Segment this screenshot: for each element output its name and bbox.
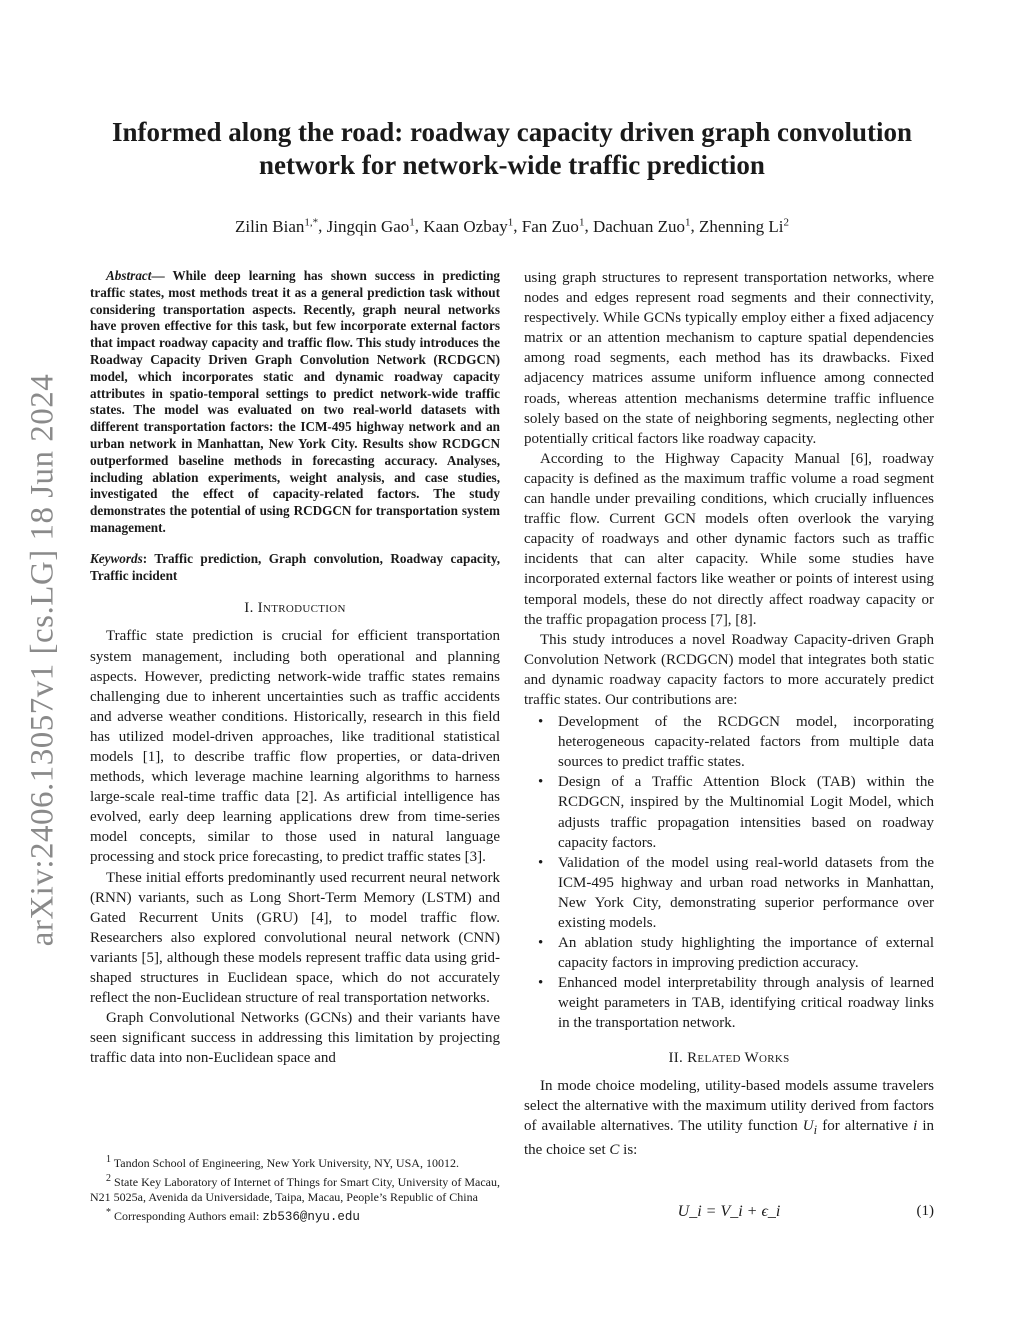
body-paragraph: using graph structures to represent transportation networks, where nodes and edges represent road segments and their connectivity, respectively. While GCNs typically employ either a fixed adjacency matrix or an attention mechanism to capture spatial dependencies among road segments, each method has its drawbacks. Fixed adjacency matrices assume uniform influence among connected roads, whereas attention mechanisms determine traffic influence solely based on the state of neighboring segments, neglecting other potentially critical factors like roadway capacity. [524,270,934,447]
right-column [524,268,934,1160]
footnotes [90,1152,500,1225]
footnote-affiliation-1: $^1$ Tandon School of Engineering, New York University, NY, USA, 10012. [106,1154,459,1170]
keywords: Keywords: Traffic prediction, Graph convolution, Roadway capacity, Traffic incident [90,550,501,583]
footnote-corresponding-author: * Corresponding Authors email: zb536@nyu.edu [106,1207,360,1224]
title-line-2: network for network-wide traffic prediction [259,150,765,180]
body-paragraph: According to the Highway Capacity Manual [6], roadway capacity is defined as the maximum traffic volume a road segment can handle under prevailing conditions, which crucially influences traffic flow. Current GCN models often overlook the varying capacity of roadways and other dynamic factors such as traffic incidents that can alter capacity. While some studies have incorporated external factors like weather or points of interest using temporal models, these do not directly affect roadway capacity or the traffic propagation process [7], [8]. [524,450,934,628]
keywords-text: Traffic prediction, Graph convolution, Roadway capacity, Traffic incident [90,550,501,583]
intro-paragraph-2: These initial efforts predominantly used recurrent neural network (RNN) variants, such as Long Short-Term Memory (LSTM) and Gated Recurrent Units (GRU) [4], to model traffic flow. Researchers also explored convolutional neural network (CNN) variants [5], although these models represent traffic data using grid-shaped structures in Euclidean space, which do not accurately reflect the non-Euclidean structure of real transportation networks. [90,869,500,1007]
abstract: Abstract— While deep learning has shown success in predicting traffic states, most methods treat it as a general prediction task without considering transportation aspects. Recently, graph neural networks have proven effective for this task, but few incorporate external factors that impact roadway capacity and traffic flow. This study introduces the Roadway Capacity Driven Graph Convolution Network (RCDGCN) model, which incorporates static and dynamic roadway capacity attributes in spatio-temporal settings to predict network-wide traffic states. The model was evaluated on two real-world datasets with different transportation factors: the ICM-495 highway network and an urban network in Manhattan, New York City. Results show RCDGCN outperformed baseline methods in forecasting accuracy. Analyses, including ablation experiments, weight analysis, and case studies, investigated the effect of capacity-related factors. The study demonstrates the potential of using RCDGCN for transportation system management. [90,268,500,535]
author: Zhenning Li$^2$ [699,216,790,236]
list-item: • Validation of the model using real-world datasets from the ICM-495 highway and urban road networks in Manhattan, New York City, demonstrating superior performance over existing models. [524,853,934,933]
title-line-1: Informed along the road: roadway capacity driven graph convolution [111,117,913,147]
body-paragraph: This study introduces a novel Roadway Capacity-driven Graph Convolution Network (RCDGCN) model that integrates both static and dynamic roadway capacity factors to more accurately predict traffic states. Our contributions are: [524,631,934,708]
equation-number: (1) [916,1203,934,1219]
equation-body: U_i = V_i + ϵ_i [677,1203,781,1220]
footnote-affiliation-2: $^2$ State Key Laboratory of Internet of Things for Smart City, University of Macau, N21 5025a, Avenida da Universidade, Taipa, Macau, People’s Republic of China [90,1173,501,1204]
arxiv-side-identifier [8,360,78,960]
author: Dachuan Zuo$^1$ [592,216,691,236]
intro-paragraph-1: Traffic state prediction is crucial for efficient transportation system management, including both operational and planning aspects. However, predicting network-wide traffic states remains challenging due to inherent uncertainties such as traffic accidents and adverse weather conditions. Historically, research in this field has utilized model-driven approaches, like traditional statistical models [1], to describe traffic flow properties, or data-driven methods, which leverage machine learning algorithms to harness large-scale real-time traffic data [2]. As artificial intelligence has evolved, early deep learning applications drew from time-series model concepts, similar to those used in natural language processing and stock price forecasting, to predict traffic states [3]. [90,628,500,866]
intro-paragraph-3: Graph Convolutional Networks (GCNs) and their variants have seen significant success in addressing this limitation by projecting traffic data into non-Euclidean space and [90,1010,500,1067]
left-column [90,268,500,1069]
list-item: • An ablation study highlighting the importance of external capacity factors in improving prediction accuracy. [524,933,934,973]
author-list: Zilin Bian$^{1,*}$, Jingqin Gao$^1$, Kaan Ozbay$^1$, Fan Zuo$^1$, Dachuan Zuo$^1$, Zhenning Li$^2$ [234,216,790,236]
paper-title [90,116,934,182]
related-works-paragraph: In mode choice modeling, utility-based models assume travelers select the alternative with the maximum utility derived from factors of available alternatives. The utility function $U_i$ for alternative i in the choice set C is: [524,1077,935,1158]
section-heading-related-works: II. Related Works [668,1049,790,1066]
keywords-label: Keywords [90,550,143,566]
list-item: • Design of a Traffic Attention Block (TAB) within the RCDGCN, inspired by the Multinomial Logit Model, which adjusts traffic propagation intensities based on roadway capacity factors. [524,772,934,852]
author: Zilin Bian$^{1,*}$ [234,216,319,236]
author: Fan Zuo$^1$ [521,216,585,236]
abstract-text: While deep learning has shown success in predicting traffic states, most methods treat it as a general prediction task without considering transportation aspects. Recently, graph neural networks have proven effective for this task, but few incorporate external factors that impact roadway capacity and traffic flow. This study introduces the Roadway Capacity Driven Graph Convolution Network (RCDGCN) model, which incorporates static and dynamic roadway capacity attributes in spatio-temporal settings to predict network-wide traffic states. The model was evaluated on two real-world datasets with different transportation factors: the ICM-495 highway network and an urban network in Manhattan, New York City. Results show RCDGCN outperformed baseline methods in forecasting accuracy. Analyses, including ablation experiments, weight analysis, and case studies, investigated the effect of capacity-related factors. The study demonstrates the potential of using RCDGCN for transportation system management. [90,268,500,535]
abstract-label: Abstract [106,268,152,283]
section-heading-introduction: I. Introduction [244,600,346,617]
list-item: • Development of the RCDGCN model, incorporating heterogeneous capacity-related factors from multiple data sources to predict traffic states. [524,712,934,772]
corresponding-email: zb536@nyu.edu [262,1210,360,1224]
arxiv-id-text: arXiv:2406.13057v1 [cs.LG] 18 Jun 2024 [24,373,61,947]
author: Jingqin Gao$^1$ [326,216,415,236]
author: Kaan Ozbay$^1$ [423,216,514,236]
contributions-list [524,712,934,1034]
list-item: • Enhanced model interpretability through analysis of learned weight parameters in TAB, identifying critical roadway links in the transportation network. [524,973,934,1033]
equation-1 [524,1203,934,1225]
